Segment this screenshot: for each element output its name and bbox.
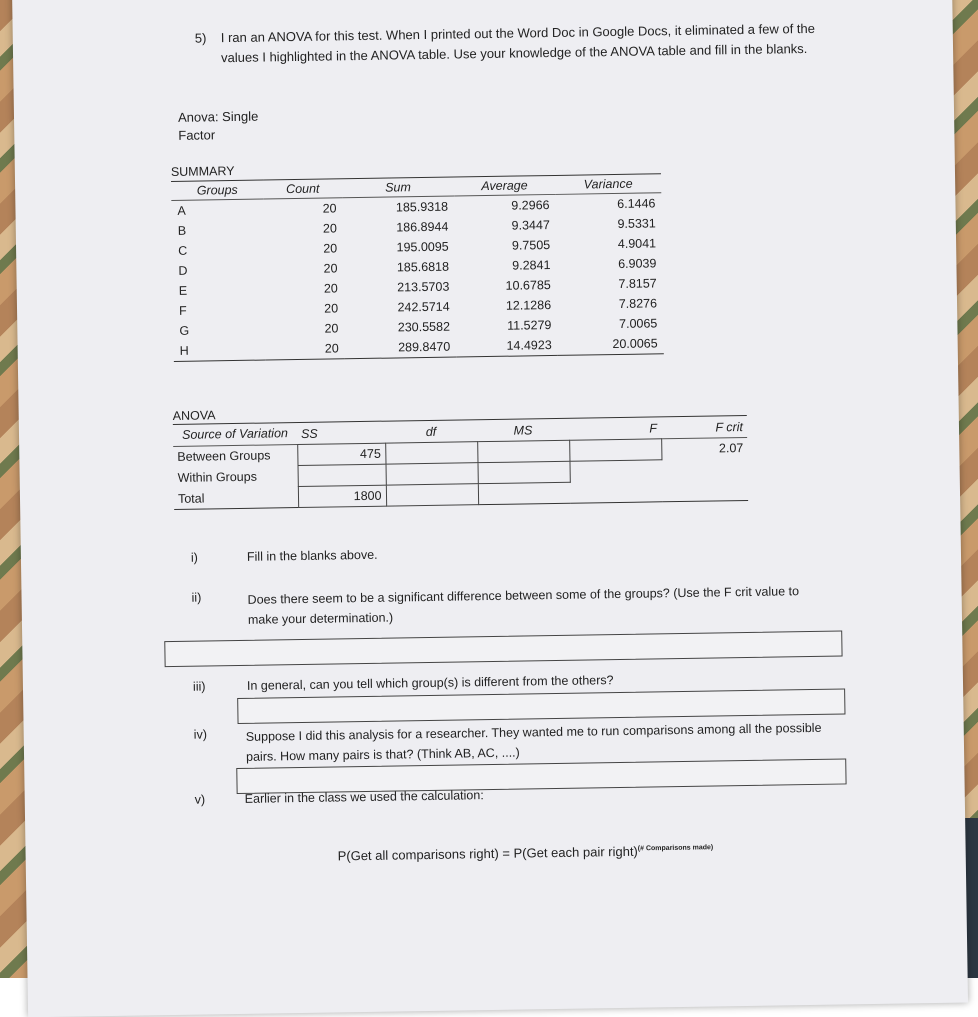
fcrit-cell: 2.07 xyxy=(718,441,744,456)
question-iv-number: iv) xyxy=(193,727,208,742)
group-cell: F xyxy=(178,303,187,318)
summary-header-groups: Groups xyxy=(171,180,263,200)
average-cell: 14.4923 xyxy=(456,335,558,357)
group-cell: G xyxy=(179,323,190,338)
sum-cell: 213.5703 xyxy=(397,279,450,295)
summary-header-average: Average xyxy=(454,175,556,196)
count-cell: 20 xyxy=(323,261,338,276)
variance-cell: 7.0065 xyxy=(618,316,658,331)
average-cell: 12.1286 xyxy=(505,298,552,313)
group-cell: C xyxy=(178,243,188,258)
formula-exponent: (# Comparisons made) xyxy=(637,844,714,853)
df-total-blank[interactable] xyxy=(386,484,478,506)
ss-within-blank[interactable] xyxy=(298,464,386,486)
ms-between-blank[interactable] xyxy=(477,440,569,462)
anova-header-df: df xyxy=(425,424,437,439)
count-cell: 20 xyxy=(323,241,338,256)
question-5-number: 5) xyxy=(194,30,207,46)
formula-main: P(Get all comparisons right) = P(Get each pair right) xyxy=(337,843,638,864)
df-between-blank[interactable] xyxy=(385,442,477,464)
sum-cell: 185.9318 xyxy=(395,199,449,215)
question-i-text: Fill in the blanks above. xyxy=(246,547,378,564)
ss-between-cell[interactable]: 475 xyxy=(297,443,385,465)
variance-cell: 7.8276 xyxy=(618,296,658,311)
count-cell: 20 xyxy=(324,301,339,316)
sum-cell: 195.0095 xyxy=(396,239,449,255)
source-cell: Within Groups xyxy=(177,469,257,485)
summary-header-count: Count xyxy=(263,179,342,199)
variance-cell: 4.9041 xyxy=(617,236,657,251)
group-cell: H xyxy=(174,340,266,362)
count-cell: 20 xyxy=(324,321,339,336)
summary-table xyxy=(171,173,664,362)
sum-cell: 289.8470 xyxy=(345,337,457,359)
average-cell: 9.3447 xyxy=(511,218,550,233)
average-cell: 10.6785 xyxy=(505,278,551,293)
variance-cell: 7.8157 xyxy=(618,276,657,291)
source-cell: Total xyxy=(177,491,205,506)
summary-header-variance: Variance xyxy=(555,174,661,195)
df-within-blank[interactable] xyxy=(386,463,478,485)
question-ii-number: ii) xyxy=(191,590,202,605)
source-cell: Between Groups xyxy=(177,448,271,465)
question-iii-number: iii) xyxy=(192,679,206,694)
question-ii-text: Does there seem to be a significant difference between some of the groups? (Use the F crit value to make your determination.) xyxy=(247,584,800,627)
question-iv-text: Suppose I did this analysis for a researcher. They wanted me to run comparisons among all the possible pairs. How many pairs is that? (Think AB, AC, ....) xyxy=(245,720,822,764)
variance-cell: 6.9039 xyxy=(618,256,657,271)
sum-cell: 230.5582 xyxy=(397,319,451,335)
summary-header-sum: Sum xyxy=(342,177,454,198)
count-cell: 20 xyxy=(323,281,338,296)
variance-cell: 20.0065 xyxy=(558,333,664,355)
anova-header-fcrit: F crit xyxy=(715,419,744,434)
anova-table-title: ANOVA xyxy=(173,400,747,425)
question-5 xyxy=(194,19,819,66)
question-5-text: I ran an ANOVA for this test. When I printed out the Word Doc in Google Docs, it eliminated a few of the values I highlighted in the ANOVA table. Use your knowledge of the ANOVA table and fill in the blanks. xyxy=(220,20,816,66)
group-cell: D xyxy=(178,263,188,278)
variance-cell: 6.1446 xyxy=(617,196,656,211)
anova-table xyxy=(173,416,748,510)
anova-header-ms: MS xyxy=(513,422,533,438)
probability-formula xyxy=(338,843,714,864)
count-cell: 20 xyxy=(266,338,345,360)
anova-section xyxy=(173,400,749,510)
sum-cell: 186.8944 xyxy=(396,219,449,235)
question-iii-text: In general, can you tell which group(s) is different from the others? xyxy=(246,673,614,693)
count-cell: 20 xyxy=(322,201,337,216)
group-cell: A xyxy=(177,203,186,218)
ms-within-blank[interactable] xyxy=(477,461,569,483)
anova-header-f: F xyxy=(649,420,658,435)
summary-section xyxy=(171,157,664,362)
group-cell: B xyxy=(177,223,187,238)
group-cell: E xyxy=(178,283,188,298)
count-cell: 20 xyxy=(322,221,337,236)
average-cell: 9.2966 xyxy=(511,198,550,213)
question-v-text: Earlier in the class we used the calculation: xyxy=(244,788,484,806)
average-cell: 9.2841 xyxy=(512,258,551,273)
answer-box-ii[interactable] xyxy=(164,630,842,667)
question-v-number: v) xyxy=(194,792,206,807)
summary-title: SUMMARY xyxy=(170,163,235,179)
question-i-number: i) xyxy=(190,550,199,565)
anova-header-source: Source of Variation xyxy=(181,426,289,442)
anova-header-ss: SS xyxy=(300,426,318,441)
ss-total-cell[interactable]: 1800 xyxy=(298,485,386,507)
sum-cell: 185.6818 xyxy=(396,259,450,275)
worksheet-page xyxy=(12,0,968,1017)
variance-cell: 9.5331 xyxy=(617,216,656,231)
average-cell: 9.7505 xyxy=(511,238,551,253)
f-blank[interactable] xyxy=(569,439,661,461)
average-cell: 11.5279 xyxy=(507,318,552,333)
sum-cell: 242.5714 xyxy=(397,299,450,315)
anova-title: Anova: Single Factor xyxy=(177,108,259,143)
